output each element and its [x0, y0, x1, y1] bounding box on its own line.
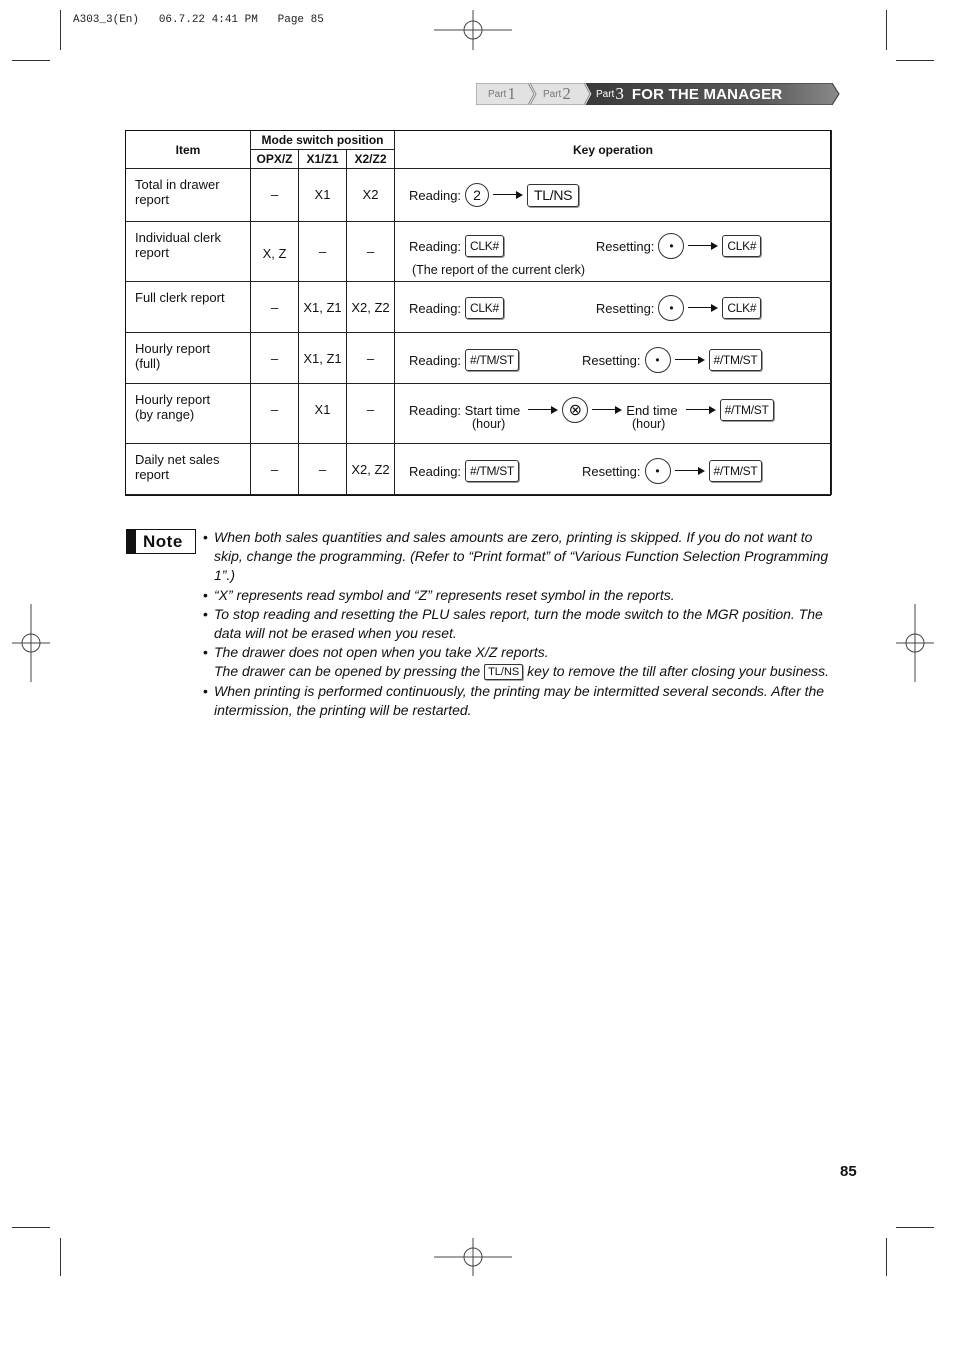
tab-number: 2: [562, 84, 571, 103]
row-key-operation: [395, 444, 832, 495]
arrow-icon: [528, 405, 558, 415]
tab-part-1[interactable]: [488, 83, 516, 105]
arrow-icon: [493, 190, 523, 200]
resetting-label: Resetting:: [581, 463, 641, 479]
list-item: [203, 643, 843, 681]
header-item: Item: [126, 131, 251, 169]
row-opxz: –: [251, 384, 299, 444]
row-opxz: –: [251, 444, 299, 495]
resetting-label: Resetting:: [595, 238, 655, 254]
note-badge: [126, 529, 196, 554]
reading-label: Reading:: [409, 300, 462, 316]
clk-key: CLK#: [722, 297, 761, 319]
arrow-icon: [688, 241, 718, 251]
tab-prefix: Part: [488, 88, 507, 100]
header-mode-switch: Mode switch position: [251, 131, 395, 150]
note-bar: [127, 530, 136, 553]
table-row: [126, 282, 832, 333]
reading-start-label: Reading: Start time: [409, 402, 521, 418]
list-item: • When both sales quantities and sales amounts are zero, printing is skipped. If you do not want to skip, change the programming. (Refer to “Print format” of “Various Function Selection Programming 1”.): [203, 528, 843, 586]
row-x1z1: X1, Z1: [299, 282, 347, 333]
dot-key: •: [658, 233, 684, 259]
note-label: Note: [143, 531, 183, 551]
row-x1z1: X1: [299, 169, 347, 222]
note-text: key to remove the till after closing your business.: [527, 663, 830, 680]
row-item: [126, 384, 251, 444]
crop-mark: [12, 60, 50, 61]
dot-key: •: [658, 295, 684, 321]
row-opxz: –: [251, 169, 299, 222]
table-row: [126, 384, 832, 444]
clk-key: CLK#: [465, 297, 504, 319]
dot-key: •: [645, 347, 671, 373]
arrow-icon: [675, 466, 705, 476]
row-note: (The report of the current clerk): [412, 263, 585, 277]
numeric-key: 2: [465, 183, 489, 207]
clk-key: CLK#: [465, 235, 504, 257]
crop-mark: [896, 1227, 934, 1228]
header-x1z1: X1/Z1: [299, 150, 347, 169]
multiply-key: ⊗: [562, 397, 588, 423]
reading-label: Reading:: [409, 187, 462, 203]
tab-prefix: Part: [596, 88, 615, 100]
item-line: (by range): [135, 407, 195, 422]
arrow-icon: [686, 405, 716, 415]
list-item: • When printing is performed continuously, the printing may be intermitted several seconds. After the intermission, the printing will be restarted.: [203, 682, 843, 720]
tm-st-key: #/TM/ST: [709, 460, 763, 482]
note-list: [203, 528, 843, 720]
crop-mark: [60, 1238, 61, 1276]
item-line: Hourly report: [135, 392, 211, 407]
item-line: (full): [135, 356, 161, 371]
header-x2z2: X2/Z2: [347, 150, 395, 169]
section-title: FOR THE MANAGER: [631, 85, 783, 103]
item-line: Hourly report: [135, 341, 211, 356]
arrow-icon: [675, 355, 705, 365]
row-x2z2: X2, Z2: [347, 444, 395, 495]
row-key-operation: [395, 169, 832, 222]
row-x2z2: –: [347, 384, 395, 444]
registration-mark-top: [434, 10, 512, 50]
report-key-table: [125, 130, 832, 495]
dot-key: •: [645, 458, 671, 484]
list-item: • To stop reading and resetting the PLU sales report, turn the mode switch to the MGR position. The data will not be erased when you reset.: [203, 605, 843, 643]
row-x2z2: X2, Z2: [347, 282, 395, 333]
end-time-label: End time: [626, 402, 678, 418]
row-item: Total in drawer report: [126, 169, 251, 222]
crop-mark: [886, 1238, 887, 1276]
crop-mark: [886, 10, 887, 50]
tab-number: 3: [615, 84, 624, 103]
note-text: The drawer can be opened by pressing the: [214, 663, 481, 680]
end-time-unit: (hour): [632, 417, 666, 431]
row-x1z1: X1, Z1: [299, 333, 347, 384]
list-item: • “X” represents read symbol and “Z” represents reset symbol in the reports.: [203, 586, 843, 605]
row-key-operation: [395, 282, 832, 333]
note-text: The drawer does not open when you take X/Z reports.: [214, 644, 549, 661]
registration-mark-bottom: [434, 1238, 512, 1276]
row-x1z1: –: [299, 222, 347, 282]
reading-label: Reading:: [409, 352, 462, 368]
resetting-label: Resetting:: [581, 352, 641, 368]
crop-mark: [12, 1227, 50, 1228]
arrow-icon: [592, 405, 622, 415]
tl-ns-key: TL/NS: [484, 664, 523, 680]
tab-part-3[interactable]: [596, 83, 782, 105]
tab-prefix: Part: [543, 88, 562, 100]
reading-label: Reading:: [409, 463, 462, 479]
crop-mark: [60, 10, 61, 50]
tm-st-key: #/TM/ST: [720, 399, 774, 421]
row-opxz: –: [251, 333, 299, 384]
tm-st-key: #/TM/ST: [465, 349, 519, 371]
row-item: Individual clerk report: [126, 222, 251, 282]
row-x2z2: X2: [347, 169, 395, 222]
tm-st-key: #/TM/ST: [709, 349, 763, 371]
page-number: 85: [840, 1163, 857, 1180]
start-time-unit: (hour): [472, 417, 506, 431]
tl-ns-key: TL/NS: [527, 184, 579, 207]
row-x2z2: –: [347, 222, 395, 282]
row-item: Full clerk report: [126, 282, 251, 333]
row-key-operation: [395, 333, 832, 384]
table-row: [126, 333, 832, 384]
table-row: [126, 222, 832, 282]
crop-mark: [896, 60, 934, 61]
row-key-operation: [395, 384, 832, 444]
reading-label: Reading:: [409, 238, 462, 254]
row-x1z1: X1: [299, 384, 347, 444]
resetting-label: Resetting:: [595, 300, 655, 316]
table-row: [126, 169, 832, 222]
row-x1z1: –: [299, 444, 347, 495]
clk-key: CLK#: [722, 235, 761, 257]
tab-number: 1: [507, 84, 516, 103]
row-opxz: –: [251, 282, 299, 333]
header-opxz: OPX/Z: [251, 150, 299, 169]
row-opxz: X, Z: [251, 222, 299, 282]
arrow-icon: [688, 303, 718, 313]
row-key-operation: [395, 222, 832, 282]
printer-slug: A303_3(En) 06.7.22 4:41 PM Page 85: [73, 14, 324, 26]
tm-st-key: #/TM/ST: [465, 460, 519, 482]
header-key-operation: Key operation: [395, 131, 832, 169]
row-item: Daily net sales report: [126, 444, 251, 495]
row-x2z2: –: [347, 333, 395, 384]
row-item: [126, 333, 251, 384]
section-header: [476, 83, 840, 105]
registration-mark-left: [12, 604, 50, 682]
table-row: [126, 444, 832, 495]
registration-mark-right: [896, 604, 934, 682]
tab-part-2[interactable]: [543, 83, 571, 105]
